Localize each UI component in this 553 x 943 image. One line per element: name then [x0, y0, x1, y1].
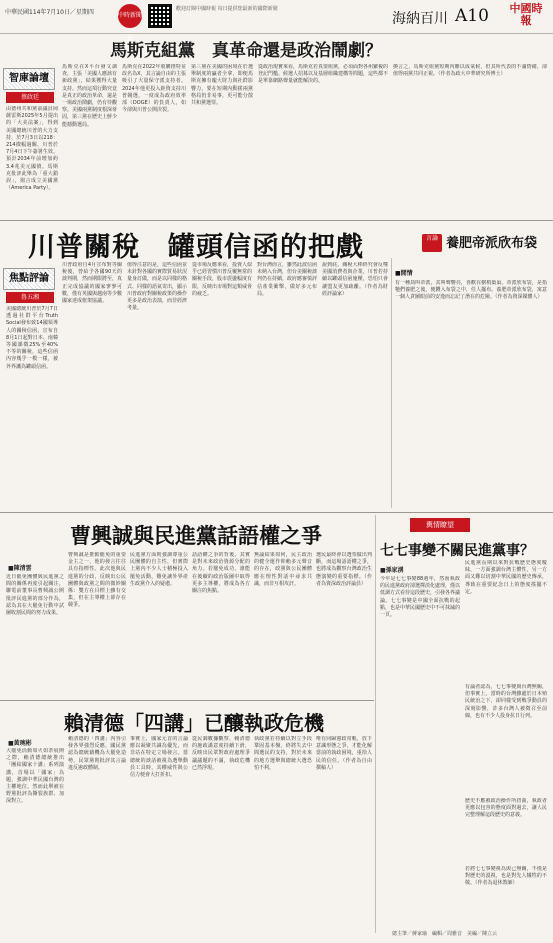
- byline: ■孫家湧: [380, 567, 404, 574]
- issue-date: 中華民國114年7月10日／星期四: [5, 9, 94, 16]
- article-paragraph: 選民最終會以選票做出判斷，而這場話語權之爭，也將成為觀察台灣政治生態演變的重要指標。（作者為資深政治評論員）: [316, 552, 372, 587]
- article-paragraph: 執政黨若持續以對立手段鞏固基本盤，終將失去中間選民的支持，對於未來的地方選舉與總統大選恐怕不利。: [254, 736, 312, 771]
- article-paragraph: 馬斯克在X平台發文調查，主張「美國人應該有新政黨」，結果獲得大量支持。然而這項行動究竟是真正的政治革命，還是一場政治鬧劇，仍有待觀察。美國兩黨制度根深蒂固，第三黨在歷史上鮮少能撼動選局。: [62, 64, 117, 128]
- article-paragraph: 從政治現實來看，馬斯克若真要組黨，必須面對各州繁複的登記門檻、候選人招募以及基層組織建構等問題，這些都不是單靠網路聲量就能解決的。: [258, 64, 388, 85]
- article-paragraph: 賴清德的「四講」內容引發各界強烈反應，國民黨認為總統藉機為大罷免造勢，民眾黨則批評其言論違反憲政體制。: [68, 736, 126, 771]
- article-paragraph: 大罷免活動如火如荼展開之際，賴清德總統推出「團結國家十講」系列演講，首場以「國家」為題，強調中華民國台灣的主權地位。然而此舉被在野黨批評為撕裂族群、加深對立。: [6, 748, 64, 805]
- article-paragraph: 近日罷免團體與民進黨之間的關係再度引起關注，聯電前董事長曹興誠公開批評民進黨的部分作為，認為其在大罷免行動中試圖收割民間的努力成果。: [6, 574, 64, 617]
- news-logo-icon[interactable]: 中時新聞網: [118, 4, 142, 28]
- qr-code-icon[interactable]: [148, 4, 172, 28]
- column-badge: 焦點評論: [3, 268, 55, 290]
- article-paragraph: 從民調數據觀察，賴清德的施政滿意度持續下滑，反映出民眾對政府處理爭議議題的不滿，執政危機已然浮現。: [192, 736, 250, 771]
- article-paragraph: 美國總統川普於7月7日透過社群平台Truth Social發布致14國領導人的關稅信函，宣布自8月1日起對日本、南韓等國課徵25%至40%不等的關稅，這些信函內容幾乎一模一樣，被外界譏為罐頭信函。: [6, 306, 58, 370]
- section-divider: [0, 700, 374, 701]
- byline: ■陳清雲: [8, 565, 32, 572]
- article-paragraph: 歷史不應被政治操作所扭曲，執政者更應以包容的態度面對過去，讓人民完整理解這段歷史的意義。: [465, 798, 547, 819]
- byline: ■黃琬彬: [8, 740, 32, 747]
- story-headline[interactable]: 七七事變不關民進黨事？: [380, 543, 534, 559]
- section-divider: [0, 512, 553, 513]
- article-paragraph: 川普政府自4月宣布對等關稅後，曾給予各國90天的談判期，然而期限將至，真正完成協議的國家寥寥可數，僅有英國與越南等少數國家達成框架協議。: [62, 262, 122, 305]
- article-paragraph: 唯有回歸憲政常軌，放下意識形態之爭，才能化解當前的執政困境，重拾人民的信任。（作者為自由撰稿人）: [316, 736, 372, 771]
- article-paragraph: 事實上，國家元首的言論應以凝聚共識為優先，而非站在特定立場發言。當總統的談話被視為選舉動員工具時，其權威性與公信力便會大打折扣。: [130, 736, 188, 779]
- article-paragraph: 民進黨方面則強調尊重公民團體的自主性，但實際上黨內不少人士積極投入罷免活動，難免讓外界產生政黨介入的疑慮。: [130, 552, 188, 587]
- column-badge: 輿情瞭望: [410, 518, 470, 532]
- article-paragraph: 對台灣而言，雖然此波信函未納入台灣，但台美關稅談判仍在持續，政府應審慎評估產業衝擊，做好多元布局。: [257, 262, 317, 297]
- article-paragraph: 曹興誠是推動罷免的重要金主之一，他的發言往往具有指標性。此次他與民進黨的分歧，反映出公民團體與政黨之間的微妙關係：雙方在目標上雖有交集，但在主導權上卻存在競爭。: [68, 552, 126, 609]
- column-divider: [375, 515, 376, 933]
- article-paragraph: 值得注意的是，這些信函並未針對各國的實際貿易狀況量身訂做，而是以同樣的格式、同樣的語氣寄出，顯示川普政府對關稅政策的操作更多是政治表演，而非經濟考量。: [127, 262, 187, 312]
- author-tag: 蔡政廷: [6, 92, 54, 103]
- brand-logo: 中國時報: [509, 2, 543, 27]
- author-tag: 魯五湘: [6, 292, 54, 303]
- story-headline[interactable]: 馬斯克組黨 真革命還是政治鬧劇？: [110, 41, 382, 61]
- section-title: 海納百川: [392, 11, 448, 27]
- article-paragraph: 今年是七七事變88週年，然而執政的民進黨政府卻選擇淡化處理，僅以低調方式看待這段歷史，引發各界議論。七七事變是中國全面抗戰的起點，也是中華民國歷史中不可抹滅的一頁。: [380, 576, 460, 619]
- sidebar-headline[interactable]: 養肥帝派欣布袋: [446, 236, 538, 251]
- article-paragraph: 第三黨在美國的困境在於選舉制度的贏者全拿，即便馬斯克擁有龐大財力與社群影響力，要在短期內動搖兩黨格局仍非易事，更可能分散共和黨選票。: [191, 64, 253, 107]
- section-divider: [0, 220, 553, 221]
- column-divider: [391, 258, 392, 508]
- article-paragraph: 換言之，馬斯克組黨短期內難以成氣候，但其所代表的不滿情緒，卻值得兩黨共同正視。（作者為政大中華研究所博士）: [393, 64, 547, 78]
- sidebar-paragraph: 有一種鳥叫帝派，其叫聲響亮，喜歡在樹梢築巢。帝派欣布袋，是指牠們養肥之後，便鑽入布袋之中，任人擺布。養肥帝派欣布袋，寓意一個人貪圖眼前的安逸而忘記了潛在的危險。（作者為資深媒體人）: [395, 280, 547, 301]
- header-ad-text: 歡迎訂閱中國時報 每日提供您最新的國際新聞: [176, 6, 278, 12]
- article-paragraph: 有論者認為，七七事變與台灣無關，但事實上，當時的台灣雖處於日本殖民統治之下，卻同樣受到戰爭動員的深刻影響，許多台灣人被徵召至前線，也有不少人投身抗日行列。: [465, 684, 547, 719]
- page-header: [0, 0, 553, 43]
- opinion-tag: 言論: [422, 234, 442, 252]
- page-number: A10: [455, 6, 489, 26]
- story-headline[interactable]: 川普關稅 罐頭信函的把戲: [28, 232, 364, 263]
- editor-credit: 總主筆／蔣家瑜 編輯／周雅音 美編／陳立云: [392, 931, 498, 937]
- article-paragraph: 話語權之爭的背後，其實是對未來政治資源分配的角力。若罷免成功，誰能在後續的政治版圖中取得更多主導權，將成為各方關注的焦點。: [192, 552, 250, 595]
- story-headline[interactable]: 賴清德「四講」已釀執政危機: [64, 711, 324, 735]
- article-paragraph: 無論結果如何，民主政治的健全運作仰賴多元聲音的存在，政黨與公民團體應在理性對話中尋求共識，而非互相攻訐。: [254, 552, 312, 587]
- article-paragraph: 由德州共和黨前議員岡薩雷斯2025年5月提出的「大美法案」，得到美國總統川普的大力支持，於7月3日以218：214微幅過關，川普於7月4日下午簽署生效。預計2034年前增加約3.4兆美元國債。馬斯克批評此舉為「重大錯誤」，揚言成立美國黨（America Party）。: [6, 106, 58, 192]
- article-paragraph: 馬斯克在2022年收購推特並改名為X，其言論自由的主張吸引了大量保守派支持者。2024年他更投入鉅資支持川普競選，一度成為政府效率部（DOGE）的負責人，如今卻與川普公開決裂。: [122, 64, 186, 114]
- article-paragraph: 若將七七事變視為與己無關，不僅是對歷史的漠視，也是對先人犧牲的不敬。（作者為退休教師）: [465, 866, 547, 887]
- story-headline[interactable]: 曹興誠與民進黨話語權之爭: [70, 523, 322, 548]
- article-paragraph: 說到底，關稅大棒終究會反噬美國消費者與企業，川普若持續以罐頭信函施壓，恐怕只會讓盟友更加疏離。（作者為財經評論家）: [322, 262, 388, 297]
- article-paragraph: 民進黨長期以來對抗戰歷史態度曖昧，一方面強調台灣主體性，另一方面又難以切割中華民國的歷史傳承，導致在重要紀念日上的態度搖擺不定。: [465, 560, 547, 595]
- column-badge: 智庫論壇: [3, 68, 55, 90]
- sidebar-label: ■閒情: [395, 270, 413, 277]
- article-paragraph: 從市場反應來看，投資人似乎已經習慣川普反覆無常的關稅手段，股市震盪幅度有限，反映出市場對這類威脅的疲乏。: [192, 262, 252, 297]
